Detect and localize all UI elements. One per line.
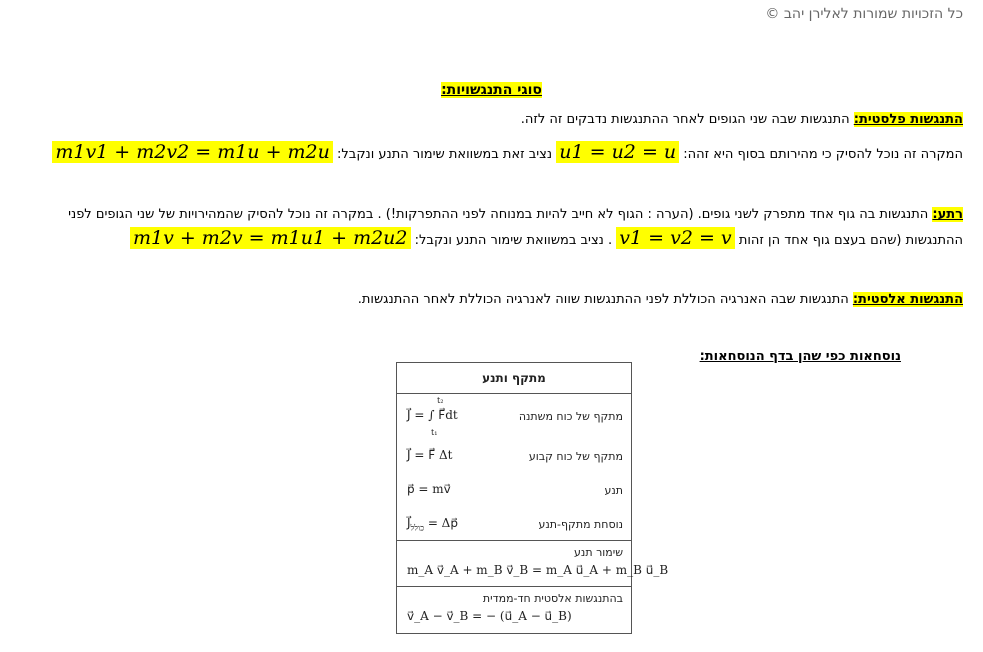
recoil-equation-line: [130, 226, 963, 250]
plastic-line2-a: המקרה זה נוכל להסיק כי מהירותם בסוף היא זהה:: [683, 147, 963, 162]
recoil-velocity-equation: v1 = v2 = v: [616, 227, 734, 249]
formulas-heading: נוסחאות כפי שהן בדף הנוסחאות:: [699, 349, 901, 364]
recoil-momentum-equation: m1v + m2v = m1u1 + m2u2: [130, 227, 411, 249]
formula-dp: = Δp⃗: [424, 516, 458, 530]
copyright-notice: כל הזכויות שמורות לאלירן יהב ©: [765, 6, 963, 22]
row-formula: J⃗ = F⃗ Δt: [407, 448, 453, 462]
formula-sheet-table: [396, 362, 669, 634]
plastic-momentum-equation: m1v1 + m2v2 = m1u + m2u: [52, 141, 333, 163]
elastic-term: התנגשות אלסטית:: [852, 292, 963, 307]
heading-text: סוגי התנגשויות:: [441, 82, 542, 98]
recoil-line2-b: . נציב במשוואת שימור התנע ונקבל:: [414, 233, 613, 248]
block-formula: v⃗_A − v⃗_B = − (u⃗_A − u⃗_B): [407, 609, 572, 623]
table-row-constant-impulse: [397, 440, 631, 474]
plastic-definition: [521, 112, 963, 127]
formula-sub-total: כולל: [410, 523, 424, 533]
page-heading: [0, 82, 983, 98]
block-label: שימור תנע: [574, 546, 623, 559]
elastic-definition: [358, 292, 963, 307]
table-title: מתקף ותנע: [397, 363, 631, 394]
integral-upper-limit: t₂: [437, 396, 444, 405]
row-label: תנע: [604, 484, 623, 497]
plastic-velocity-equation: u1 = u2 = u: [556, 141, 679, 163]
table-row-variable-impulse: [397, 394, 631, 440]
recoil-definition: [68, 207, 963, 222]
recoil-desc: התנגשות בה גוף אחד מתפרק לשני גופים. (הערה : הגוף לא חייב להיות במנוחה לפני ההתפרקות!) . במקרה זה נוכל להסיק שהמהירויות של שני הגופים לפני: [68, 207, 933, 222]
recoil-term: רתע:: [932, 207, 963, 222]
block-label: בהתנגשות אלסטית חד-ממדית: [482, 592, 623, 605]
table-row-momentum: [397, 474, 631, 508]
recoil-line2-a: ההתנגשות (שהם בעצם גוף אחד הן זהות: [738, 233, 963, 248]
plastic-desc: התנגשות שבה שני הגופים לאחר ההתנגשות נדבקים זה לזה.: [520, 112, 854, 127]
row-formula: [407, 516, 458, 532]
plastic-line2-b: נציב זאת במשוואת שימור התנע ונקבל:: [337, 147, 553, 162]
row-label: מתקף של כוח קבוע: [528, 450, 623, 463]
row-label: מתקף של כוח משתנה: [518, 410, 623, 423]
plastic-equation-line: [52, 140, 963, 164]
table-row-impulse-momentum: [397, 508, 631, 540]
plastic-term: התנגשות פלסטית:: [853, 112, 963, 127]
table-block-elastic-1d: [397, 586, 631, 635]
row-formula: J⃗ = ∫ F⃗dt: [407, 408, 458, 422]
integral-lower-limit: t₁: [431, 428, 438, 437]
row-label: נוסחת מתקף-תנע: [538, 518, 623, 531]
row-formula: p⃗ = mv⃗: [407, 482, 451, 496]
formula-j: J⃗: [407, 516, 411, 530]
block-formula: m_A v⃗_A + m_B v⃗_B = m_A u⃗_A + m_B u⃗_B: [407, 563, 669, 577]
elastic-desc: התנגשות שבה האנרגיה הכוללת לפני ההתנגשות שווה לאנרגיה הכוללת לאחר ההתנגשות.: [357, 292, 853, 307]
table-block-conservation: [397, 540, 669, 586]
